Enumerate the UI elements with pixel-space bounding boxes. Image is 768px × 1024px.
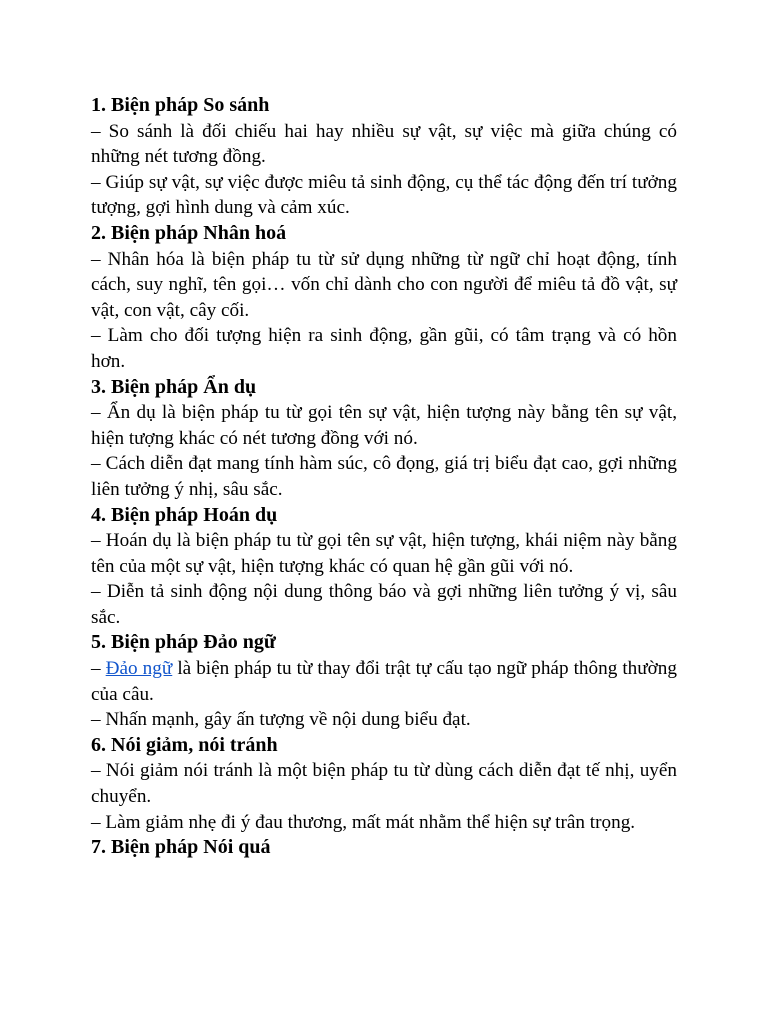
document-page (91, 93, 677, 861)
paragraph: – Làm cho đối tượng hiện ra sinh động, gần gũi, có tâm trạng và có hồn hơn. (91, 325, 677, 372)
paragraph-with-link (91, 656, 677, 707)
section-heading: 7. Biện pháp Nói quá (91, 836, 271, 859)
section-heading: 3. Biện pháp Ẩn dụ (91, 375, 257, 398)
paragraph: – Hoán dụ là biện pháp tu từ gọi tên sự vật, hiện tượng, khái niệm này bằng tên của một sự vật, hiện tượng khác có quan hệ gần gũi với nó. (91, 530, 677, 577)
section-1 (91, 93, 677, 221)
section-3 (91, 375, 677, 503)
paragraph-prefix: – (91, 658, 106, 680)
section-heading: 2. Biện pháp Nhân hoá (91, 221, 287, 244)
dao-ngu-link[interactable]: Đảo ngữ (105, 658, 173, 680)
section-heading: 5. Biện pháp Đảo ngữ (91, 631, 276, 654)
section-6 (91, 733, 677, 835)
section-5 (91, 630, 677, 732)
paragraph: – Nhấn mạnh, gây ấn tượng về nội dung biểu đạt. (91, 709, 471, 731)
paragraph: – Cách diễn đạt mang tính hàm súc, cô đọng, giá trị biểu đạt cao, gợi những liên tưởng ý nhị, sâu sắc. (91, 453, 677, 500)
section-2 (91, 221, 677, 375)
section-heading: 6. Nói giảm, nói tránh (91, 733, 278, 756)
section-heading: 4. Biện pháp Hoán dụ (91, 503, 278, 526)
paragraph: – Nói giảm nói tránh là một biện pháp tu từ dùng cách diễn đạt tế nhị, uyển chuyển. (91, 760, 677, 808)
section-4 (91, 503, 677, 631)
section-heading: 1. Biện pháp So sánh (91, 94, 270, 116)
paragraph: – Ẩn dụ là biện pháp tu từ gọi tên sự vật, hiện tượng này bằng tên sự vật, hiện tượng khác có nét tương đồng với nó. (91, 402, 677, 449)
paragraph: – Nhân hóa là biện pháp tu từ sử dụng những từ ngữ chỉ hoạt động, tính cách, suy nghĩ, tên gọi… vốn chỉ dành cho con người để miêu tả đồ vật, sự vật, con vật, cây cối. (91, 248, 677, 321)
paragraph: – Diễn tả sinh động nội dung thông báo và gợi những liên tưởng ý vị, sâu sắc. (91, 581, 677, 628)
paragraph: – Giúp sự vật, sự việc được miêu tả sinh động, cụ thể tác động đến trí tưởng tượng, gợi hình dung và cảm xúc. (91, 171, 677, 219)
paragraph: – Làm giảm nhẹ đi ý đau thương, mất mát nhằm thể hiện sự trân trọng. (91, 811, 636, 833)
paragraph-suffix: là biện pháp tu từ thay đổi trật tự cấu tạo ngữ pháp thông thường của câu. (91, 658, 677, 705)
paragraph: – So sánh là đối chiếu hai hay nhiều sự vật, sự việc mà giữa chúng có những nét tương đồng. (91, 120, 677, 168)
section-7 (91, 835, 677, 861)
